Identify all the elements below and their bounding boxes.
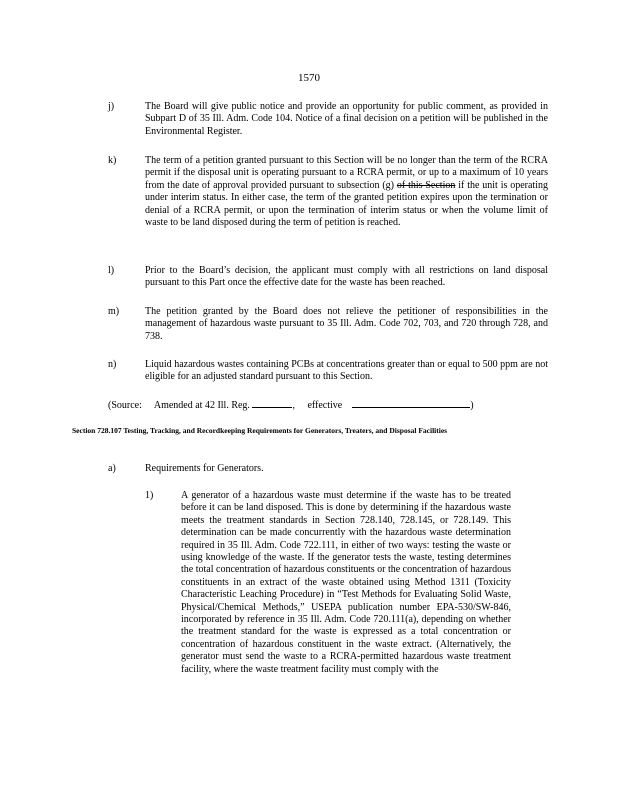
subsection-title: Requirements for Generators.: [145, 463, 264, 474]
item-label: n): [108, 359, 117, 370]
item-text: Prior to the Board’s decision, the applicant must comply with all restrictions on land disposal pursuant to this Part once the effective date for the waste has been reached.: [145, 265, 548, 289]
paragraph-label: 1): [145, 490, 154, 501]
source-amended: Amended at 42 Ill. Reg.: [153, 400, 250, 411]
item-text: The Board will give public notice and provide an opportunity for public comment, as provided in Subpart D of 35 Ill. Adm. Code 104. Notice of a final decision on a petition will be published in the Environmental Register.: [145, 101, 548, 137]
list-item-n: [108, 359, 548, 384]
source-effective: effective: [307, 400, 343, 411]
subsection-a: [108, 463, 264, 474]
list-item-k: [108, 155, 548, 229]
source-close: ): [470, 400, 474, 411]
item-text: Liquid hazardous wastes containing PCBs at concentrations greater than or equal to 500 ppm are not eligible for an adjusted standard pursuant to this Section.: [145, 359, 548, 383]
list-item-j: [108, 101, 548, 138]
list-item-m: [108, 306, 548, 343]
item-text: The petition granted by the Board does not relieve the petitioner of responsibilities in the management of hazardous waste pursuant to 35 Ill. Adm. Code 702, 703, and 720 through 728, and 738.: [145, 306, 548, 342]
item-label: l): [108, 265, 115, 276]
section-heading: Section 728.107 Testing, Tracking, and Recordkeeping Requirements for Generators, Treaters, and Disposal Facilities: [72, 426, 448, 435]
item-label: k): [108, 155, 117, 166]
subsection-label: a): [108, 463, 116, 474]
item-text-before: The term of a petition granted pursuant to this Section will be no longer than the term of the RCRA permit if the disposal unit is operating pursuant to a RCRA permit, or up to a maximum of 10 years from the date of approval provided pursuant to subsection (g): [145, 155, 548, 191]
list-item-l: [108, 265, 548, 290]
reg-blank: [252, 398, 292, 408]
effective-blank: [352, 398, 470, 408]
page-number: 1570: [298, 72, 320, 84]
paragraph-1: [145, 490, 545, 676]
item-text-after: if the unit is operating under interim status. In either case, the term of the granted petition expires upon the termination or denial of a RCRA permit, or upon the termination of interim status or when the volume limit of waste to be land disposed during the term of petition is reached.: [145, 179, 548, 229]
source-comma: ,: [292, 400, 295, 411]
paragraph-text: A generator of a hazardous waste must determine if the waste has to be treated before it can be land disposed. This is done by determining if the hazardous waste meets the treatment standards in Section 728.140, 728.145, or 728.149. This determination can be made concurrently with the hazardous waste determination required in 35 Ill. Adm. Code 722.111, in either of two ways: testing the waste or using knowledge of the waste. If the generator tests the waste, testing determines the total concentration of hazardous constituents or the concentration of hazardous constituents in an extract of the waste obtained using Method 1311 (Toxicity Characteristic Leaching Procedure) in “Test Methods for Evaluating Solid Waste, Physical/Chemical Methods,” USEPA publication number EPA-530/SW-846, incorporated by reference in 35 Ill. Adm. Code 720.111(a), depending on whether the treatment standard for the waste is expressed as a total concentration or concentration of hazardous constituent in the waste extract. (Alternatively, the generator must send the waste to a RCRA-permitted hazardous waste treatment facility, where the waste treatment facility must comply with the: [181, 490, 511, 675]
source-open: (Source:: [108, 400, 142, 411]
item-text: [145, 155, 548, 229]
item-label: m): [108, 306, 120, 317]
struck-text: of this Section: [396, 179, 456, 191]
item-label: j): [108, 101, 115, 112]
source-note: [108, 398, 474, 411]
